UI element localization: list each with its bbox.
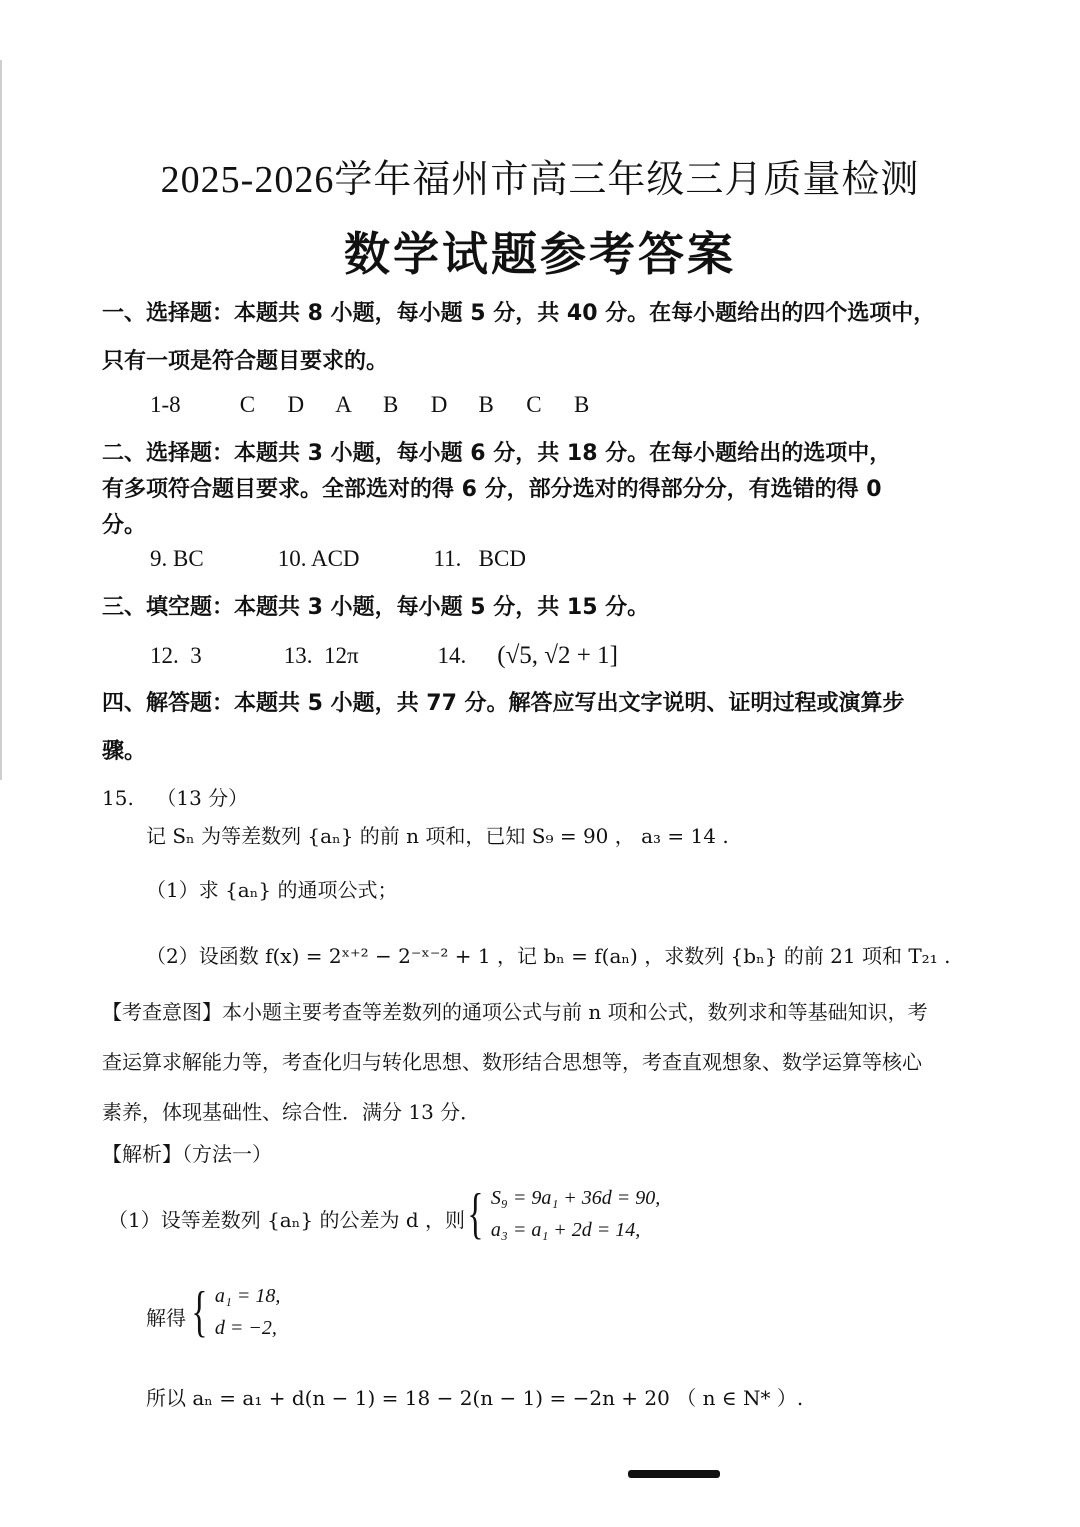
answer-9: 9. BC: [150, 546, 204, 571]
answer-2: D: [287, 392, 305, 417]
system1-eq1: S₉ = 9a₁ + 36d = 90,: [490, 1187, 661, 1209]
answer-13: 13. 12π: [283, 643, 359, 668]
answer-14-label: 14.: [437, 643, 467, 668]
answer-range: 1-8: [150, 392, 181, 417]
question-number: 15.: [102, 786, 134, 810]
answer-6: B: [478, 392, 494, 417]
answer-11: 11. BCD: [433, 546, 526, 571]
brace-icon: {: [467, 1183, 484, 1245]
section4-heading-line2: 骤。: [102, 739, 147, 764]
brace-icon: {: [191, 1281, 208, 1343]
section2-answers: [150, 546, 594, 572]
section3-heading: 三、填空题：本题共 3 小题，每小题 5 分，共 15 分。: [102, 595, 650, 620]
intent-line1: 【考查意图】本小题主要考查等差数列的通项公式与前 n 项和公式，数列求和等基础知识，考: [102, 1000, 928, 1024]
analysis-label: 【解析】（方法一）: [102, 1142, 272, 1166]
answer-7: C: [526, 392, 542, 417]
answer-8: B: [574, 392, 590, 417]
question-15-header: [102, 782, 248, 811]
answer-12: 12. 3: [150, 643, 202, 668]
document-title: 数学试题参考答案: [344, 227, 736, 281]
answer-1: C: [239, 392, 256, 417]
section3-answers: [150, 642, 618, 670]
section2-heading-line2: 有多项符合题目要求。全部选对的得 6 分，部分选对的得部分分，有选错的得 0: [102, 477, 882, 502]
question-15-part2: （2）设函数 f(x) = 2ˣ⁺² − 2⁻ˣ⁻² + 1 ，记 bₙ = f(aₙ) ，求数列 {bₙ} 的前 21 项和 T₂₁ .: [146, 944, 951, 968]
section2-heading-line1: 二、选择题：本题共 3 小题，每小题 6 分，共 18 分。在每小题给出的选项中，: [102, 441, 892, 466]
section1-heading-line2: 只有一项是符合题目要求的。: [102, 349, 389, 374]
solution1-intro: （1）设等差数列 {aₙ} 的公差为 d ，则: [108, 1208, 465, 1232]
question-score: （13 分）: [156, 786, 249, 810]
answer-10: 10. ACD: [277, 546, 360, 571]
intent-line2: 查运算求解能力等，考查化归与转化思想、数形结合思想等，考查直观想象、数学运算等核心: [102, 1050, 922, 1074]
section1-answers: [150, 392, 616, 418]
solve-label: 解得: [146, 1306, 186, 1330]
system2-eq1: a₁ = 18,: [214, 1285, 281, 1307]
answer-14-value: (√5, √2 + 1]: [497, 642, 618, 669]
section1-heading-line1: 一、选择题：本题共 8 小题，每小题 5 分，共 40 分。在每小题给出的四个选项中，: [102, 301, 936, 326]
answer-3: A: [335, 392, 352, 417]
equation-system-2: [186, 1280, 280, 1344]
conclusion-line: 所以 aₙ = a₁ + d(n − 1) = 18 − 2(n − 1) = −2n + 20 （ n ∈ N* ）.: [146, 1386, 804, 1410]
question-15-stem: 记 Sₙ 为等差数列 {aₙ} 的前 n 项和，已知 S₉ = 90 ， a₃ = 14 .: [146, 824, 729, 848]
section4-heading-line1: 四、解答题：本题共 5 小题，共 77 分。解答应写出文字说明、证明过程或演算步: [102, 691, 905, 716]
exam-title: 2025-2026学年福州市高三年级三月质量检测: [160, 159, 920, 201]
system1-eq2: a₃ = a₁ + 2d = 14,: [490, 1219, 641, 1241]
answer-5: D: [430, 392, 448, 417]
equation-system-1: [462, 1182, 660, 1246]
scan-artifact-bar: [628, 1470, 720, 1478]
intent-line3: 素养，体现基础性、综合性．满分 13 分．: [102, 1100, 481, 1124]
section2-heading-line3: 分。: [102, 513, 147, 538]
question-15-part1: （1）求 {aₙ} 的通项公式；: [146, 878, 398, 902]
system2-eq2: d = −2,: [214, 1317, 277, 1339]
answer-4: B: [383, 392, 399, 417]
